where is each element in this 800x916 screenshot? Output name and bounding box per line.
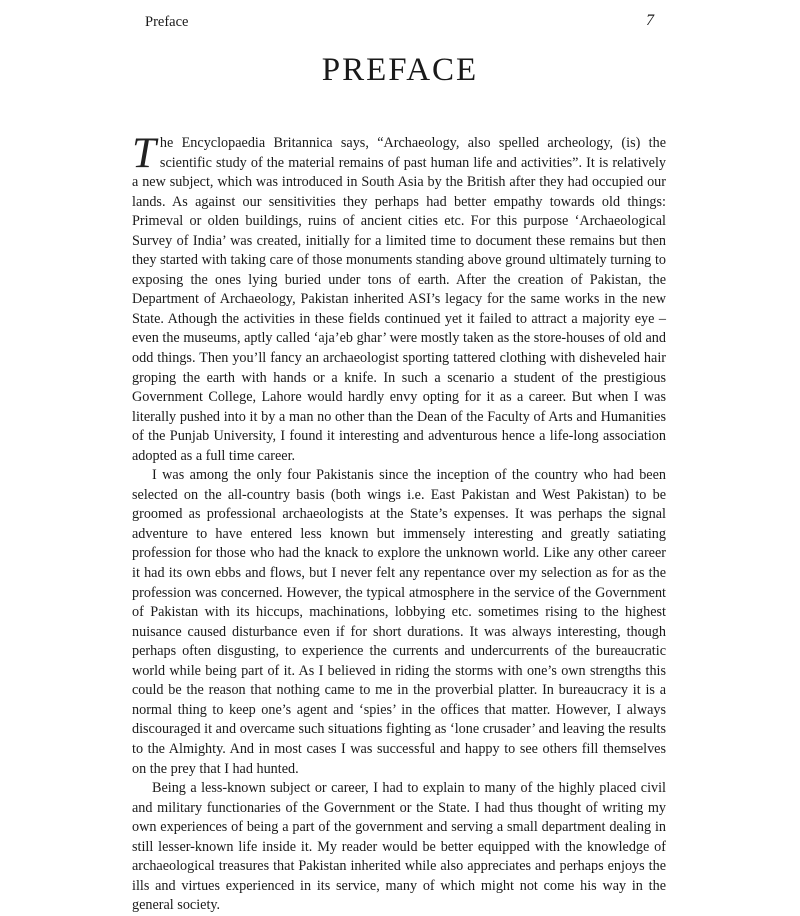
running-head-title: Preface bbox=[145, 14, 189, 30]
paragraph-1-text: he Encyclopaedia Britannica says, “Archaeology, also spelled archeology, (is) the scientific study of the material remains of past human life and activities”. It is relatively a new subject, which was introduced in South Asia by the British after they had occupied our lands. As against our sensitivities they perhaps had better empathy towards old things: Primeval or olden buildings, ruins of ancient cities etc. For this purpose ‘Archaeological Survey of India’ was created, initially for a limited time to document these remains but then they started with taking care of those monuments standing above ground ultimately turning to exposing the ones lying buried under tons of earth. After the creation of Pakistan, the Department of Archaeology, Pakistan inherited ASI’s legacy for the same works in the new State. Athough the activities in these fields continued yet it failed to attract a majority eye – even the museums, aptly called ‘aja’eb ghar’ were mostly taken as the store-houses of old and odd things. Then you’ll fancy an archaeologist sporting tattered clothing with disheveled hair groping the earth with hands or a knife. In such a scenario a student of the prestigious Government College, Lahore would hardly envy opting for it as a career. But when I was literally pushed into it by a man no other than the Dean of the Faculty of Arts and Humanities of the Punjab University, I found it interesting and adventurous hence a life-long association adopted as a full time career. bbox=[132, 135, 666, 464]
chapter-title: PREFACE bbox=[321, 52, 479, 88]
body-text bbox=[132, 130, 666, 916]
paragraph-1 bbox=[132, 130, 666, 466]
paragraph-3: Being a less-known subject or career, I had to explain to many of the highly placed civil and military functionaries of the Government or the State. I had thus thought of writing my own experiences of being a part of the government and serving a small department dealing in still lesser-known life inside it. My reader would be better equipped with the knowledge of archaeological treasures that Pakistan inherited while also appreciates and perhaps enjoys the ills and virtues experienced in its service, many of which might not come his way in the general society. bbox=[132, 780, 666, 914]
paragraph-2: I was among the only four Pakistanis since the inception of the country who had been selected on the all-country basis (both wings i.e. East Pakistan and West Pakistan) to be groomed as professional archaeologists at the State’s expenses. It was perhaps the signal adventure to have entered less known but immensely interesting and greatly satiating profession for those who had the knack to explore the unknown world. Like any other career it had its own ebbs and flows, but I never felt any repentance over my selection as for as the profession was concerned. However, the typical atmosphere in the service of the Government of Pakistan with its hiccups, machinations, lobbying etc. sometimes rising to the highest nuisance caused disturbance even if for short durations. It was always interesting, though perhaps often disgusting, to experience the currents and undercurrents of the bureaucratic world while being part of it. As I believed in riding the storms with one’s own strengths this could be the reason that nothing came to me in the proverbial platter. In bureaucracy it is a normal thing to keep one’s agent and ‘spies’ in the offices that matter. However, I always discouraged it and overcame such situations fighting as ‘lone crusader’ and leaving the results to the Almighty. And in most cases I was successful and happy to see others fill themselves on the prey that I had hunted. bbox=[132, 467, 666, 777]
page-number: 7 bbox=[646, 12, 654, 29]
drop-cap: T bbox=[132, 130, 156, 177]
